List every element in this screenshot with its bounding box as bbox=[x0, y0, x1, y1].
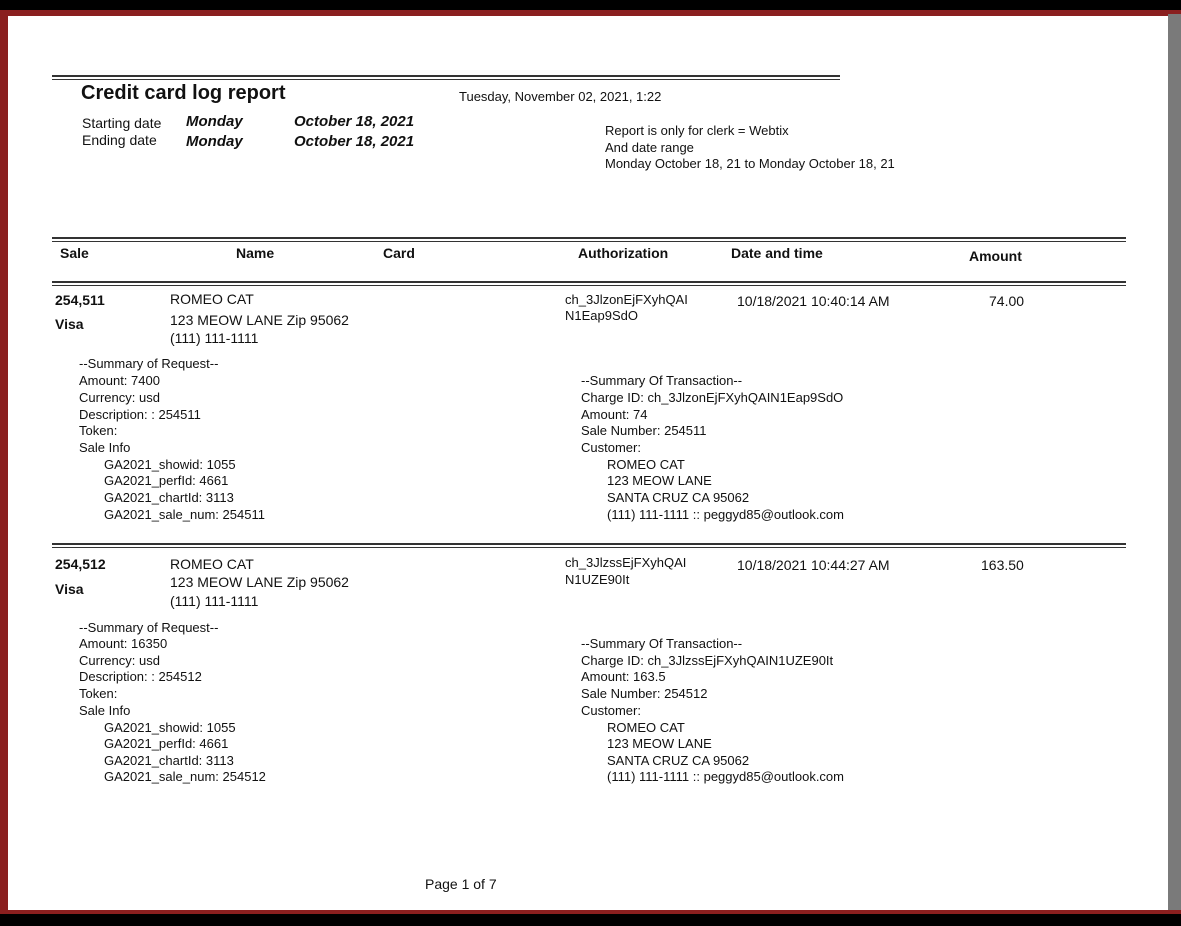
report-page bbox=[8, 16, 1168, 910]
report-title: Credit card log report bbox=[81, 82, 286, 104]
request-description: Description: : 254511 bbox=[79, 407, 201, 422]
transaction-customer-label: Customer: bbox=[581, 703, 641, 718]
transaction-customer-label: Customer: bbox=[581, 440, 641, 455]
transaction-amount-summary: Amount: 163.5 bbox=[581, 669, 666, 684]
request-token: Token: bbox=[79, 686, 118, 701]
customer-address: 123 MEOW LANE Zip 95062 bbox=[170, 574, 349, 590]
card-type: Visa bbox=[55, 316, 84, 332]
request-currency: Currency: usd bbox=[79, 653, 160, 668]
request-amount: Amount: 7400 bbox=[79, 373, 160, 388]
sale-info-showid: GA2021_showid: 1055 bbox=[104, 457, 236, 472]
transaction-summary-heading: --Summary Of Transaction-- bbox=[581, 636, 743, 651]
sale-info-chartid: GA2021_chartId: 3113 bbox=[104, 753, 234, 768]
transaction-charge-id: Charge ID: ch_3JlzonEjFXyhQAIN1Eap9SdO bbox=[581, 390, 844, 405]
transaction-charge-id: Charge ID: ch_3JlzssEjFXyhQAIN1UZE90It bbox=[581, 653, 834, 668]
sale-number: 254,512 bbox=[55, 556, 106, 572]
request-summary-heading: --Summary of Request-- bbox=[79, 356, 219, 371]
sale-info-salenum: GA2021_sale_num: 254511 bbox=[104, 507, 265, 522]
request-summary-heading: --Summary of Request-- bbox=[79, 620, 219, 635]
page-shadow bbox=[1168, 14, 1181, 910]
transaction-summary-heading: --Summary Of Transaction-- bbox=[581, 373, 743, 388]
transaction-datetime: 10/18/2021 10:44:27 AM bbox=[737, 557, 890, 573]
transaction-amount-summary: Amount: 74 bbox=[581, 407, 648, 422]
transaction-customer-name: ROMEO CAT bbox=[607, 457, 685, 472]
request-token: Token: bbox=[79, 423, 118, 438]
request-sale-info: Sale Info bbox=[79, 703, 131, 718]
sale-info-perfid: GA2021_perfId: 4661 bbox=[104, 736, 229, 751]
record-separator bbox=[52, 543, 1126, 548]
column-sale: Sale bbox=[60, 245, 89, 261]
transaction-amount: 74.00 bbox=[989, 293, 1025, 309]
customer-name: ROMEO CAT bbox=[170, 556, 254, 572]
ending-date-label: Ending date bbox=[82, 132, 157, 148]
filter-date-range: And date range bbox=[605, 140, 694, 155]
sale-info-chartid: GA2021_chartId: 3113 bbox=[104, 490, 234, 505]
request-sale-info: Sale Info bbox=[79, 440, 131, 455]
transaction-customer-street: 123 MEOW LANE bbox=[607, 736, 712, 751]
column-name: Name bbox=[236, 245, 275, 261]
filter-range-value: Monday October 18, 21 to Monday October 18, 21 bbox=[605, 156, 895, 171]
customer-address: 123 MEOW LANE Zip 95062 bbox=[170, 312, 349, 328]
authorization-line-1: ch_3JlzssEjFXyhQAI bbox=[565, 555, 687, 570]
authorization-line-2: N1UZE90It bbox=[565, 572, 630, 587]
starting-date-label: Starting date bbox=[82, 115, 162, 131]
column-header-rule-top bbox=[52, 237, 1126, 242]
transaction-customer-street: 123 MEOW LANE bbox=[607, 473, 712, 488]
ending-date: October 18, 2021 bbox=[294, 133, 415, 150]
transaction-datetime: 10/18/2021 10:40:14 AM bbox=[737, 293, 890, 309]
request-currency: Currency: usd bbox=[79, 390, 160, 405]
sale-info-salenum: GA2021_sale_num: 254512 bbox=[104, 769, 266, 784]
transaction-customer-contact: (111) 111-1111 :: peggyd85@outlook.com bbox=[607, 769, 844, 784]
printed-timestamp: Tuesday, November 02, 2021, 1:22 bbox=[459, 89, 662, 104]
sale-info-showid: GA2021_showid: 1055 bbox=[104, 720, 236, 735]
transaction-sale-number: Sale Number: 254512 bbox=[581, 686, 708, 701]
request-amount: Amount: 16350 bbox=[79, 636, 168, 651]
transaction-customer-city: SANTA CRUZ CA 95062 bbox=[607, 753, 750, 768]
transaction-sale-number: Sale Number: 254511 bbox=[581, 423, 707, 438]
header-rule bbox=[52, 75, 840, 80]
authorization-line-2: N1Eap9SdO bbox=[565, 308, 638, 323]
transaction-amount: 163.50 bbox=[981, 557, 1024, 573]
card-type: Visa bbox=[55, 581, 84, 597]
request-description: Description: : 254512 bbox=[79, 669, 202, 684]
customer-name: ROMEO CAT bbox=[170, 291, 254, 307]
transaction-customer-city: SANTA CRUZ CA 95062 bbox=[607, 490, 750, 505]
column-authorization: Authorization bbox=[578, 245, 669, 261]
starting-day: Monday bbox=[186, 113, 243, 130]
column-amount: Amount bbox=[969, 248, 1022, 264]
transaction-customer-contact: (111) 111-1111 :: peggyd85@outlook.com bbox=[607, 507, 844, 522]
sale-info-perfid: GA2021_perfId: 4661 bbox=[104, 473, 229, 488]
column-header-rule-bottom bbox=[52, 281, 1126, 286]
customer-phone: (111) 111-1111 bbox=[170, 330, 259, 346]
ending-day: Monday bbox=[186, 133, 243, 150]
transaction-customer-name: ROMEO CAT bbox=[607, 720, 685, 735]
filter-clerk: Report is only for clerk = Webtix bbox=[605, 123, 789, 138]
column-card: Card bbox=[383, 245, 415, 261]
page-number: Page 1 of 7 bbox=[425, 876, 497, 892]
sale-number: 254,511 bbox=[55, 292, 105, 308]
authorization-line-1: ch_3JlzonEjFXyhQAI bbox=[565, 292, 688, 307]
column-datetime: Date and time bbox=[731, 245, 823, 261]
customer-phone: (111) 111-1111 bbox=[170, 593, 259, 609]
starting-date: October 18, 2021 bbox=[294, 113, 415, 130]
